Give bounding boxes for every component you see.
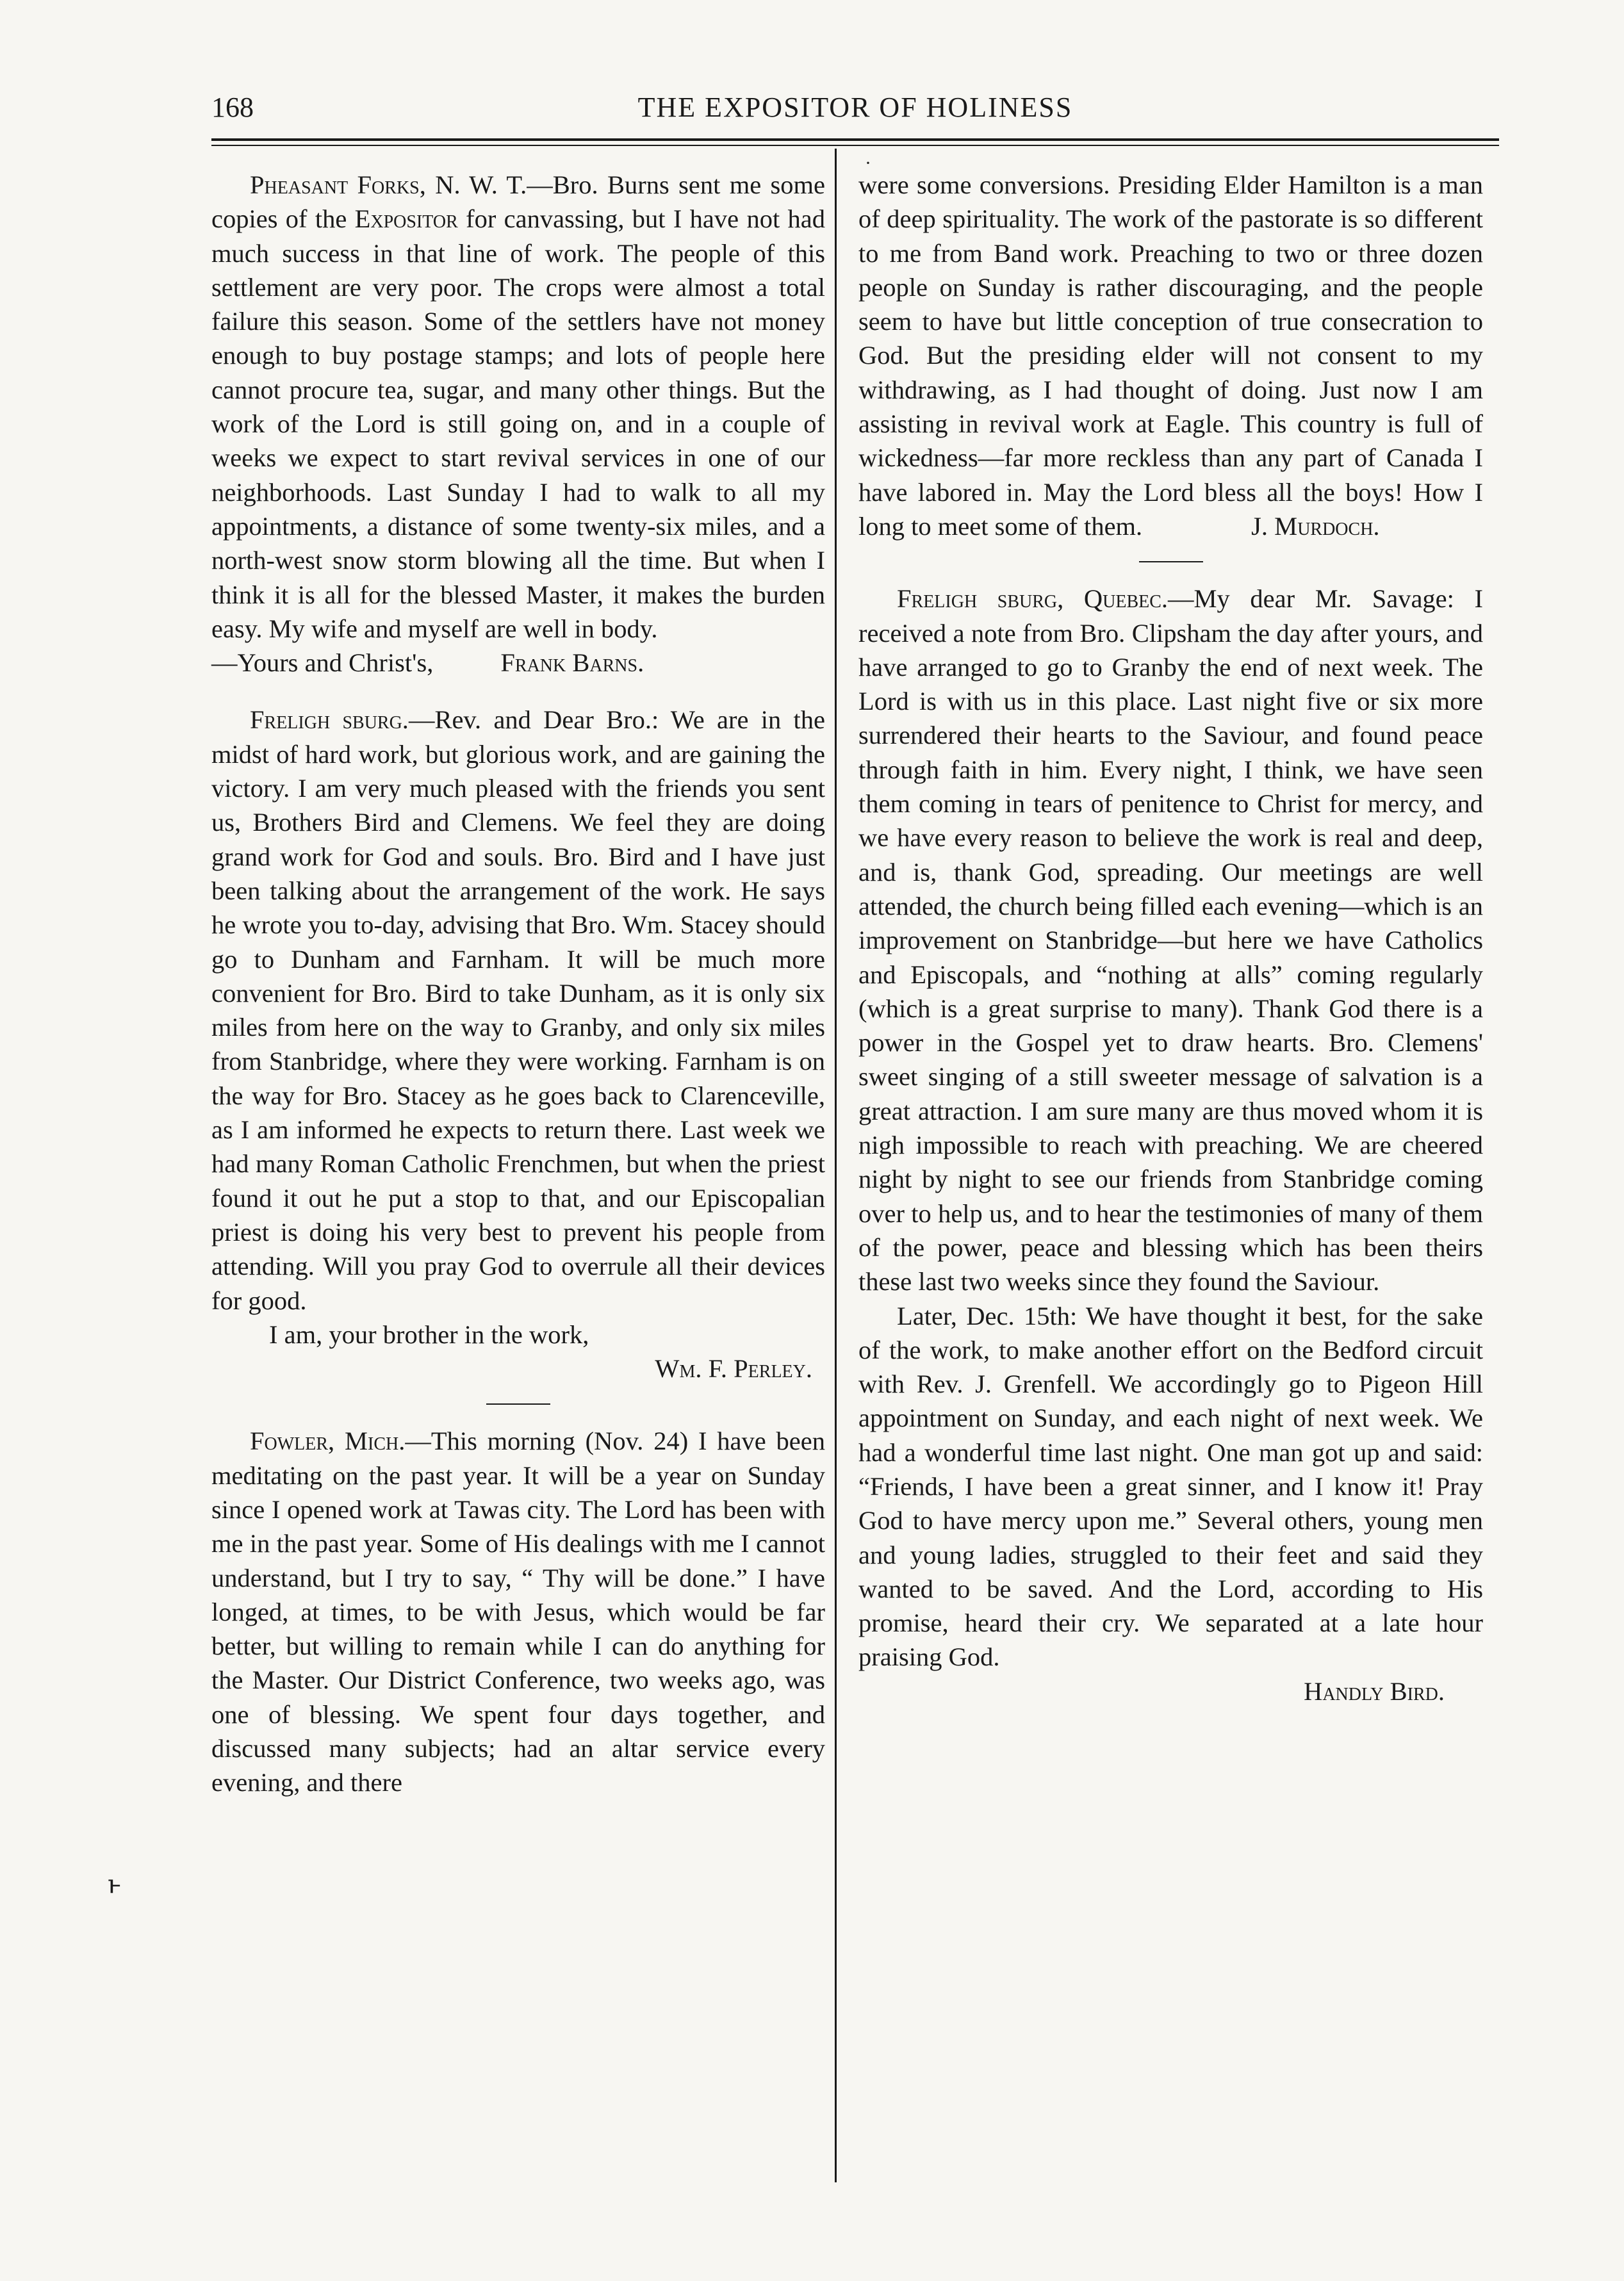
letter-place: Fowler, Mich.	[250, 1427, 406, 1456]
letter-place: Freligh sburg.	[250, 705, 409, 735]
letter-frelighsburg-perley: Freligh sburg.—Rev. and Dear Bro.: We are in the midst of hard work, but glorious work, and are gaining the victory. I am very much pleased with the friends you sent us, Brothers Bird and Clemens. We feel they are doing grand work for God and souls. Bro. Bird and I have just been talking about the arrangement of the work. He says he wrote you to-day, advising that Bro. Wm. Stacey should go to Dunham and Farnham. It will be much more convenient for Bro. Bird to take Dunham, as it is only six miles from here on the way to Granby, and only six miles from Stanbridge, where they were working. Farnham is on the way for Bro. Stacey as he goes back to Clarenceville, as I am informed he expects to return there. Last week we had many Roman Catholic Frenchmen, but when the priest found it out he put a stop to that, and our Episcopalian priest is doing his very best to prevent his people from attending. Will you pray God to overrule all their devices for good.	[211, 705, 825, 1315]
letter-pheasant-forks: Pheasant Forks, N. W. T.—Bro. Burns sent me some copies of the Expositor for canvassing, but I have not had much success in that line of work. The people of this settlement are very poor. The crops were almost a total failure this season. Some of the settlers have not money enough to buy postage stamps; and lots of people here cannot procure tea, sugar, and many other things. But the work of the Lord is still going on, and in a couple of weeks we expect to start revival services in one of our neighborhoods. Last Sunday I had to walk to all my appointments, a distance of some twenty-six miles, and a north-west snow storm blowing all the time. But when I think it is all for the blessed Master, it makes the burden easy. My wife and myself are well in body. —Yours and Christ's, Frank Barns.	[211, 170, 825, 678]
printer-dot-mark: ·	[865, 152, 871, 174]
separator-rule	[1139, 561, 1203, 562]
header-rule-thick	[211, 138, 1499, 141]
paragraph-gap	[211, 680, 825, 703]
letter-signature: J. Murdoch.	[1251, 511, 1380, 541]
page-header	[211, 88, 1499, 133]
letter-closing: I am, your brother in the work,	[269, 1320, 589, 1349]
letter-signature: Frank Barns.	[500, 648, 644, 678]
letter-frelighsburg-quebec: Freligh sburg, Quebec.—My dear Mr. Savage: I received a note from Bro. Clipsham the day after yours, and have arranged to go to Granby the end of next week. The Lord is with us in this place. Last night five or six more surrendered their hearts to the Saviour, and found peace through faith in him. Every night, I think, we have seen them coming in tears of penitence to Christ for mercy, and we have every reason to believe the work is real and deep, and is, thank God, spreading. Our meetings are well attended, the church being filled each evening—which is an improvement on Stanbridge—but here we have Catholics and Episcopals, and “nothing at alls” coming regularly (which is a great surprise to many). Thank God there is a power in the Gospel yet to draw hearts. Bro. Clemens' sweet singing of a still sweeter message of salvation is a great attraction. I am sure many are thus moved whom it is nigh impossible to reach with preaching. We are cheered night by night to see our friends from Stanbridge coming over to help us, and to hear the testimonies of many of them of the power, peace and blessing which has been theirs these last two weeks since they found the Saviour.	[858, 584, 1483, 1296]
page-number: 168	[211, 92, 254, 123]
header-rule-thin	[211, 145, 1499, 146]
letter-signature: Handly Bird.	[1304, 1676, 1445, 1706]
letter-place: Freligh sburg, Quebec.	[897, 584, 1169, 614]
expositor-name: Expositor	[354, 204, 458, 234]
right-column	[858, 168, 1483, 1708]
letter-closing: —Yours and Christ's,	[211, 648, 434, 678]
margin-mark: ͱ	[108, 1870, 122, 1899]
left-column	[211, 168, 825, 1800]
separator-rule	[486, 1403, 550, 1405]
letter-place: Pheasant Forks, N. W. T.	[250, 170, 527, 199]
letter-later-dec-15: Later, Dec. 15th: We have thought it best, for the sake of the work, to make another effort on the Bedford circuit with Rev. J. Grenfell. We accordingly go to Pigeon Hill appointment on Sunday, and each night of next week. We had a wonderful time last night. One man got up and said: “Friends, I have been a great sinner, and I know it! Pray God to have mercy upon me.” Several others, young men and young ladies, struggled to their feet and said they wanted to be saved. And the Lord, according to His promise, heard their cry. We separated at a late hour praising God.	[858, 1301, 1483, 1672]
letter-continued: were some conversions. Presiding Elder Hamilton is a man of deep spirituality. The work of the pastorate is so different to me from Band work. Preaching to two or three dozen people on Sunday is rather discouraging, and the people seem to have but little conception of true consecration to God. But the presiding elder will not consent to my withdrawing, as I had thought of doing. Just now I am assisting in revival work at Eagle. This country is full of wickedness—far more reckless than any part of Canada I have labored in. May the Lord bless all the boys! How I long to meet some of them. J. Murdoch.	[858, 170, 1483, 541]
letter-fowler-mich: Fowler, Mich.—This morning (Nov. 24) I have been meditating on the past year. It will be a year on Sunday since I opened work at Tawas city. The Lord has been with me in the past year. Some of His dealings with me I cannot understand, but I try to say, “ Thy will be done.” I have longed, at times, to be with Jesus, which would be far better, but willing to remain while I can do anything for the Master. Our District Conference, two weeks ago, was one of blessing. We spent four days together, and discussed many subjects; had an altar service every evening, and there	[211, 1427, 825, 1797]
letter-signature: Wm. F. Perley.	[655, 1354, 812, 1384]
column-divider	[835, 149, 837, 2182]
running-title: THE EXPOSITOR OF HOLINESS	[637, 92, 1073, 123]
